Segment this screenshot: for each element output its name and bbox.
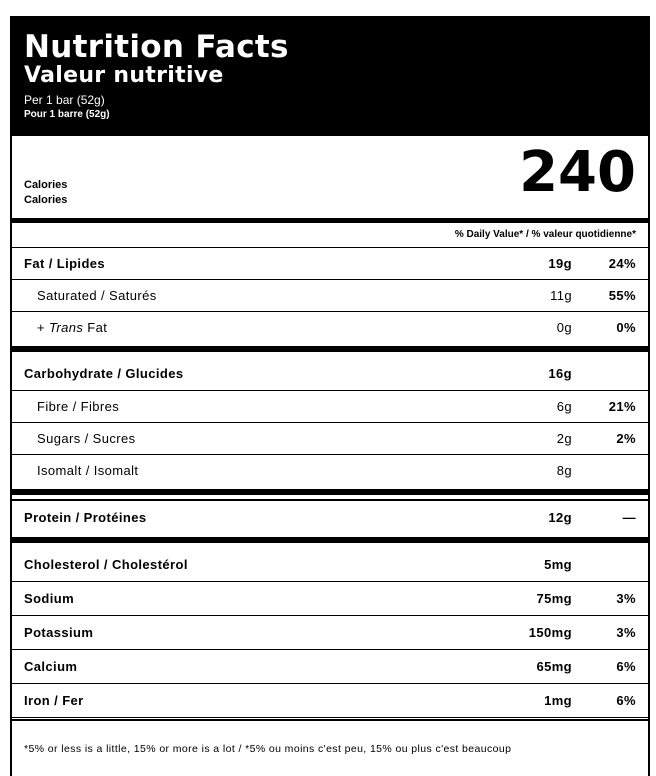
nutrient-amount: 5mg bbox=[544, 557, 572, 572]
nutrient-amount: 2g bbox=[556, 431, 572, 446]
title-french: Valeur nutritive bbox=[24, 63, 224, 88]
nutrient-daily-value: 3% bbox=[616, 591, 636, 606]
trans-suffix: Fat bbox=[83, 320, 108, 335]
nutrition-label bbox=[10, 16, 650, 776]
calories-labels bbox=[24, 178, 67, 208]
nutrient-amount: 65mg bbox=[536, 659, 572, 674]
nutrient-row-iron bbox=[12, 684, 648, 718]
nutrient-daily-value: 21% bbox=[608, 399, 636, 414]
nutrient-name: Saturated / Saturés bbox=[37, 288, 157, 303]
calories-label-english: Calories bbox=[24, 179, 68, 191]
nutrient-row-protein bbox=[12, 501, 648, 543]
calories-label-french: Calories bbox=[24, 194, 68, 206]
nutrient-row-potassium bbox=[12, 616, 648, 650]
nutrient-amount: 19g bbox=[548, 256, 572, 271]
nutrient-row-cholesterol bbox=[12, 543, 648, 582]
nutrient-name: Sodium bbox=[24, 591, 75, 606]
nutrient-row-sodium bbox=[12, 582, 648, 616]
nutrient-name: Sugars / Sucres bbox=[37, 431, 136, 446]
nutrient-amount: 75mg bbox=[536, 591, 572, 606]
nutrient-name: Carbohydrate / Glucides bbox=[24, 366, 184, 381]
nutrient-name: Cholesterol / Cholestérol bbox=[24, 557, 188, 572]
nutrient-amount: 12g bbox=[548, 510, 572, 525]
nutrient-amount: 150mg bbox=[528, 625, 572, 640]
footnote: *5% or less is a little, 15% or more is a lot / *5% ou moins c'est peu, 15% ou plus c'est beaucoup bbox=[24, 743, 512, 755]
nutrient-row-calcium bbox=[12, 650, 648, 684]
serving-size-french: Pour 1 barre (52g) bbox=[24, 109, 110, 120]
daily-value-header: % Daily Value* / % valeur quotidienne* bbox=[12, 223, 648, 248]
nutrient-amount: 0g bbox=[556, 320, 572, 335]
calories-value: 240 bbox=[519, 140, 636, 205]
serving-size-english: Per 1 bar (52g) bbox=[24, 93, 105, 107]
nutrient-daily-value: 55% bbox=[608, 288, 636, 303]
nutrient-daily-value: — bbox=[622, 510, 636, 525]
nutrient-row-trans bbox=[12, 312, 648, 352]
nutrient-daily-value: 6% bbox=[616, 693, 636, 708]
nutrient-row-fat bbox=[12, 248, 648, 280]
nutrient-amount: 16g bbox=[548, 366, 572, 381]
nutrient-name: Iron / Fer bbox=[24, 693, 84, 708]
calories-row bbox=[12, 136, 648, 223]
nutrient-row-saturated bbox=[12, 280, 648, 312]
nutrient-name: Protein / Protéines bbox=[24, 510, 147, 525]
nutrient-daily-value: 3% bbox=[616, 625, 636, 640]
trans-prefix: + bbox=[37, 320, 50, 335]
nutrient-daily-value: 6% bbox=[616, 659, 636, 674]
title-english: Nutrition Facts bbox=[24, 29, 289, 65]
nutrient-name: Fibre / Fibres bbox=[37, 399, 120, 414]
nutrient-row-sugars bbox=[12, 423, 648, 455]
nutrient-row-isomalt bbox=[12, 455, 648, 495]
nutrient-name bbox=[37, 312, 107, 343]
nutrient-amount: 1mg bbox=[544, 693, 572, 708]
nutrient-amount: 6g bbox=[556, 399, 572, 414]
nutrient-amount: 11g bbox=[550, 288, 572, 303]
nutrient-name: Isomalt / Isomalt bbox=[37, 463, 139, 478]
nutrient-daily-value: 0% bbox=[616, 320, 636, 335]
nutrient-name: Calcium bbox=[24, 659, 78, 674]
nutrient-daily-value: 2% bbox=[616, 431, 636, 446]
nutrient-row-fibre bbox=[12, 391, 648, 423]
nutrient-name: Potassium bbox=[24, 625, 94, 640]
nutrient-amount: 8g bbox=[556, 463, 572, 478]
trans-italic: Trans bbox=[49, 320, 84, 335]
nutrient-name: Fat / Lipides bbox=[24, 256, 106, 271]
label-header bbox=[12, 18, 648, 136]
nutrient-row-carbohydrate bbox=[12, 352, 648, 391]
nutrient-daily-value: 24% bbox=[608, 256, 636, 271]
